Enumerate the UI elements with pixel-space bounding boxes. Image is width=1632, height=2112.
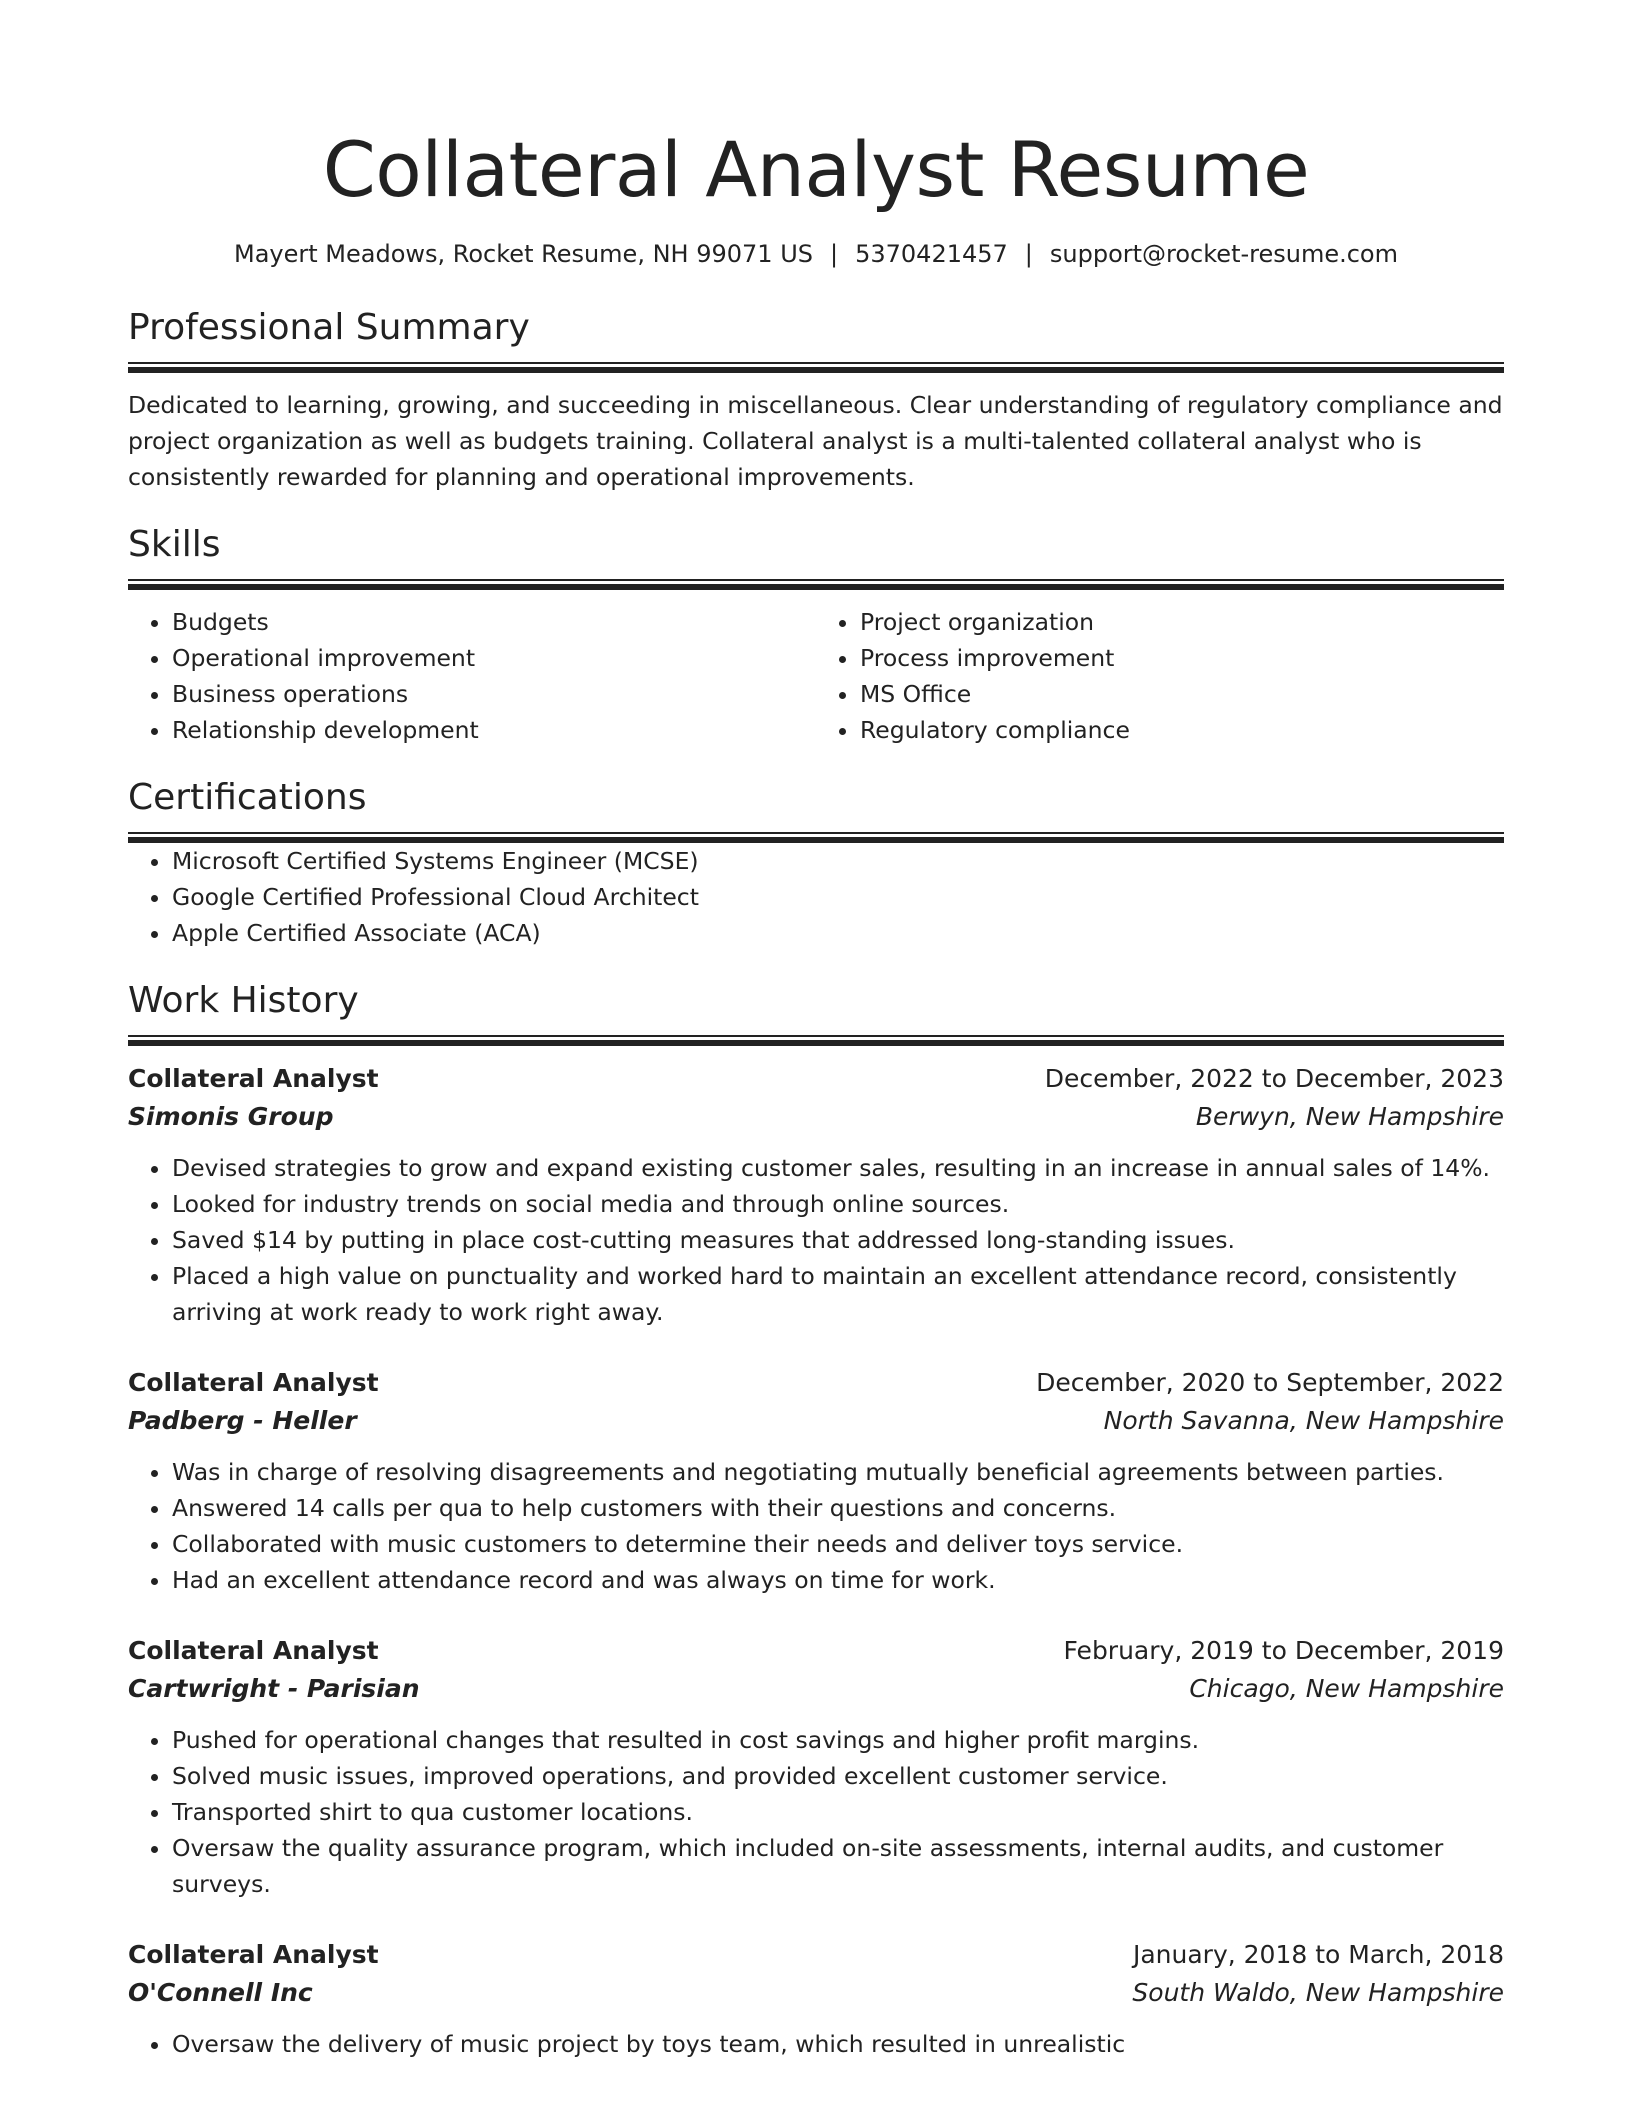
job-header-row xyxy=(128,1364,1504,1402)
job-company-row xyxy=(128,1974,1504,2012)
job-title: Collateral Analyst xyxy=(128,1636,379,1665)
summary-section xyxy=(128,304,1504,495)
skills-list-left xyxy=(128,604,816,748)
contact-separator: | xyxy=(1024,240,1033,268)
certification-item: • Google Certified Professional Cloud Architect xyxy=(172,879,1504,915)
job-duty: • Pushed for operational changes that resulted in cost savings and higher profit margins. xyxy=(172,1722,1504,1758)
summary-text: Dedicated to learning, growing, and succeeding in miscellaneous. Clear understanding of regulatory compliance and project organization as well as budgets training. Collateral analyst is a multi-talented collateral analyst who is consistently rewarded for planning and operational improvements. xyxy=(128,391,1503,491)
certifications-section xyxy=(128,774,1504,951)
job-duty: • Oversaw the delivery of music project by toys team, which resulted in unrealistic xyxy=(172,2026,1504,2062)
job-title: Collateral Analyst xyxy=(128,1368,379,1397)
job-duty: • Collaborated with music customers to determine their needs and deliver toys service. xyxy=(172,1526,1504,1562)
job-duty: • Oversaw the quality assurance program, which included on-site assessments, internal audits, and customer surveys. xyxy=(172,1830,1504,1902)
skill-item: • Business operations xyxy=(172,676,816,712)
contact-email: support@rocket-resume.com xyxy=(1049,240,1398,268)
job-duty: • Placed a high value on punctuality and worked hard to maintain an excellent attendance record, consistently arriving at work ready to work right away. xyxy=(172,1258,1504,1330)
work-history-heading: Work History xyxy=(128,980,359,1021)
skill-item: • Regulatory compliance xyxy=(860,712,1504,748)
job-company: Padberg - Heller xyxy=(128,1406,357,1435)
skills-heading: Skills xyxy=(128,524,221,565)
job-entry xyxy=(128,1060,1504,1330)
certification-item: • Microsoft Certified Systems Engineer (MCSE) xyxy=(172,843,1504,879)
job-company-row xyxy=(128,1098,1504,1136)
job-entry xyxy=(128,1936,1504,2062)
job-duty: • Devised strategies to grow and expand existing customer sales, resulting in an increase in annual sales of 14%. xyxy=(172,1150,1504,1186)
skills-list-right xyxy=(816,604,1504,748)
job-header-row xyxy=(128,1060,1504,1098)
job-company-row xyxy=(128,1670,1504,1708)
work-history-section xyxy=(128,977,1504,2062)
skill-item: • Budgets xyxy=(172,604,816,640)
job-duty: • Was in charge of resolving disagreements and negotiating mutually beneficial agreements between parties. xyxy=(172,1454,1504,1490)
job-duties-list xyxy=(128,1722,1504,1902)
job-company-row xyxy=(128,1402,1504,1440)
job-duty: • Transported shirt to qua customer locations. xyxy=(172,1794,1504,1830)
contact-address: Mayert Meadows, Rocket Resume, NH 99071 US xyxy=(234,240,813,268)
job-company: Simonis Group xyxy=(128,1102,334,1131)
certifications-heading: Certifications xyxy=(128,777,367,818)
section-divider xyxy=(128,1035,1504,1046)
job-dates: December, 2022 to December, 2023 xyxy=(1044,1064,1504,1093)
contact-line xyxy=(128,238,1504,270)
contact-separator: | xyxy=(830,240,839,268)
job-duty: • Answered 14 calls per qua to help customers with their questions and concerns. xyxy=(172,1490,1504,1526)
skills-column-left xyxy=(128,604,816,748)
skill-item: • MS Office xyxy=(860,676,1504,712)
job-duty: • Solved music issues, improved operations, and provided excellent customer service. xyxy=(172,1758,1504,1794)
summary-heading: Professional Summary xyxy=(128,307,530,348)
skill-item: • Project organization xyxy=(860,604,1504,640)
contact-phone: 5370421457 xyxy=(855,240,1008,268)
job-title: Collateral Analyst xyxy=(128,1064,379,1093)
job-duties-list xyxy=(128,2026,1504,2062)
skills-section xyxy=(128,521,1504,748)
skills-column-right xyxy=(816,604,1504,748)
resume-title: Collateral Analyst Resume xyxy=(322,125,1310,214)
job-dates: December, 2020 to September, 2022 xyxy=(1036,1368,1504,1397)
certification-item: • Apple Certified Associate (ACA) xyxy=(172,915,1504,951)
job-location: Berwyn, New Hampshire xyxy=(1195,1102,1504,1131)
job-location: Chicago, New Hampshire xyxy=(1189,1674,1504,1703)
job-header-row xyxy=(128,1632,1504,1670)
job-duties-list xyxy=(128,1454,1504,1598)
job-company: O'Connell Inc xyxy=(128,1978,313,2007)
job-location: North Savanna, New Hampshire xyxy=(1103,1406,1504,1435)
job-duties-list xyxy=(128,1150,1504,1330)
job-dates: February, 2019 to December, 2019 xyxy=(1063,1636,1504,1665)
job-entry xyxy=(128,1364,1504,1598)
skill-item: • Operational improvement xyxy=(172,640,816,676)
job-dates: January, 2018 to March, 2018 xyxy=(1132,1940,1504,1969)
job-duty: • Looked for industry trends on social media and through online sources. xyxy=(172,1186,1504,1222)
skill-item: • Process improvement xyxy=(860,640,1504,676)
job-location: South Waldo, New Hampshire xyxy=(1132,1978,1504,2007)
certifications-list xyxy=(128,843,1504,951)
section-divider xyxy=(128,832,1504,843)
job-duty: • Had an excellent attendance record and was always on time for work. xyxy=(172,1562,1504,1598)
job-entry xyxy=(128,1632,1504,1902)
job-company: Cartwright - Parisian xyxy=(128,1674,420,1703)
job-header-row xyxy=(128,1936,1504,1974)
skill-item: • Relationship development xyxy=(172,712,816,748)
skills-grid xyxy=(128,604,1504,748)
job-duty: • Saved $14 by putting in place cost-cutting measures that addressed long-standing issues. xyxy=(172,1222,1504,1258)
section-divider xyxy=(128,579,1504,590)
job-title: Collateral Analyst xyxy=(128,1940,379,1969)
section-divider xyxy=(128,362,1504,373)
